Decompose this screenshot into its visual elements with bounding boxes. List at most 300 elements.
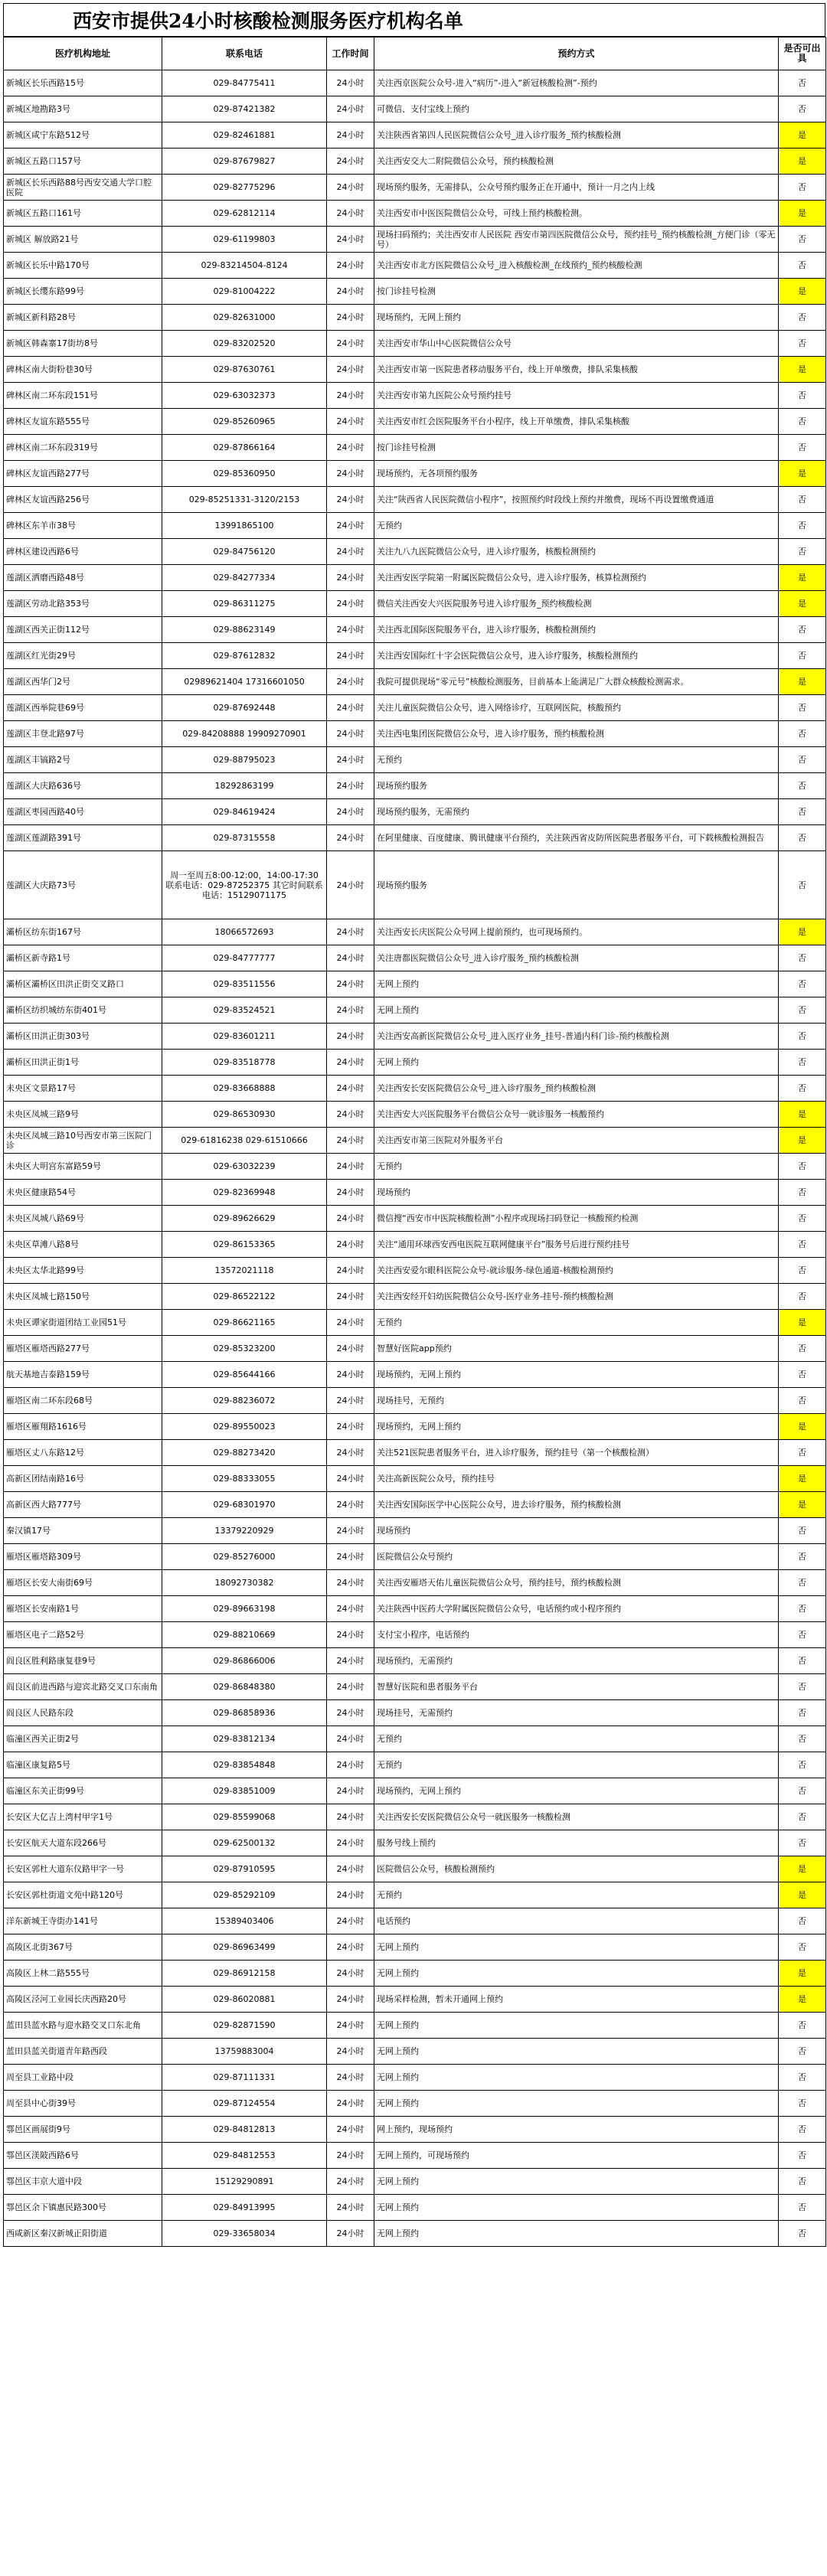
cell-address: 雁塔区雁塔路309号 bbox=[4, 1544, 162, 1570]
cell-phone: 029-82631000 bbox=[162, 305, 327, 331]
cell-method: 医院微信公众号，核酸检测预约 bbox=[374, 1856, 779, 1882]
cell-issuable: 否 bbox=[779, 799, 826, 825]
cell-method: 服务号线上预约 bbox=[374, 1830, 779, 1856]
cell-hours: 24小时 bbox=[327, 1570, 374, 1596]
cell-hours: 24小时 bbox=[327, 2039, 374, 2065]
cell-method: 关注西电集团医院微信公众号，进入诊疗服务，预约核酸检测 bbox=[374, 721, 779, 747]
cell-hours: 24小时 bbox=[327, 461, 374, 487]
cell-issuable: 否 bbox=[779, 253, 826, 279]
table-row bbox=[4, 1570, 826, 1596]
cell-hours: 24小时 bbox=[327, 1336, 374, 1362]
cell-issuable: 是 bbox=[779, 1310, 826, 1336]
cell-address: 新城区地勘路3号 bbox=[4, 96, 162, 122]
cell-address: 碑林区友谊东路555号 bbox=[4, 409, 162, 435]
cell-address: 高陵区泾河工业园长庆西路20号 bbox=[4, 1987, 162, 2013]
cell-issuable: 否 bbox=[779, 1284, 826, 1310]
cell-hours: 24小时 bbox=[327, 1180, 374, 1206]
cell-phone: 029-89663198 bbox=[162, 1596, 327, 1622]
cell-hours: 24小时 bbox=[327, 1778, 374, 1804]
table-row bbox=[4, 773, 826, 799]
cell-phone: 029-84777777 bbox=[162, 945, 327, 971]
cell-address: 雁塔区电子二路52号 bbox=[4, 1622, 162, 1648]
cell-address: 未央区谭家街道团结工业园51号 bbox=[4, 1310, 162, 1336]
cell-issuable: 否 bbox=[779, 971, 826, 997]
cell-address: 鄠邑区丰京大道中段 bbox=[4, 2169, 162, 2195]
cell-issuable: 否 bbox=[779, 1258, 826, 1284]
table-row bbox=[4, 1258, 826, 1284]
cell-address: 蓝田县蓝水路与迎水路交叉口东北角 bbox=[4, 2013, 162, 2039]
cell-hours: 24小时 bbox=[327, 1934, 374, 1961]
cell-method: 关注西安大兴医院服务平台微信公众号一就诊服务一核酸预约 bbox=[374, 1102, 779, 1128]
cell-phone: 029-82871590 bbox=[162, 2013, 327, 2039]
cell-address: 未央区健康路54号 bbox=[4, 1180, 162, 1206]
table-row bbox=[4, 253, 826, 279]
cell-phone: 029-68301970 bbox=[162, 1492, 327, 1518]
cell-phone: 18092730382 bbox=[162, 1570, 327, 1596]
cell-phone: 029-83524521 bbox=[162, 997, 327, 1024]
cell-method: 关注西安高新医院微信公众号_进入医疗业务_挂号-普通内科门诊-预约核酸检测 bbox=[374, 1024, 779, 1050]
table-row bbox=[4, 919, 826, 945]
cell-method: 现场预约 bbox=[374, 1180, 779, 1206]
cell-issuable: 否 bbox=[779, 487, 826, 513]
cell-hours: 24小时 bbox=[327, 1674, 374, 1700]
cell-address: 秦汉镇17号 bbox=[4, 1518, 162, 1544]
table-body bbox=[4, 70, 826, 2247]
cell-issuable: 是 bbox=[779, 149, 826, 175]
cell-method: 关注西安国际医学中心医院公众号，进去诊疗服务，预约核酸检测 bbox=[374, 1492, 779, 1518]
table-row bbox=[4, 1622, 826, 1648]
table-row bbox=[4, 1388, 826, 1414]
cell-hours: 24小时 bbox=[327, 1518, 374, 1544]
cell-address: 碑林区建设西路6号 bbox=[4, 539, 162, 565]
table-row bbox=[4, 1466, 826, 1492]
table-row bbox=[4, 1544, 826, 1570]
table-row bbox=[4, 1154, 826, 1180]
cell-method: 无网上预约 bbox=[374, 2169, 779, 2195]
cell-issuable: 是 bbox=[779, 1102, 826, 1128]
cell-issuable: 否 bbox=[779, 945, 826, 971]
cell-phone: 029-87679827 bbox=[162, 149, 327, 175]
header-row bbox=[4, 38, 826, 70]
cell-hours: 24小时 bbox=[327, 695, 374, 721]
cell-phone: 029-84775411 bbox=[162, 70, 327, 96]
cell-phone: 029-83518778 bbox=[162, 1050, 327, 1076]
cell-address: 高陵区上林二路555号 bbox=[4, 1961, 162, 1987]
cell-issuable: 否 bbox=[779, 1908, 826, 1934]
cell-phone: 029-83214504-8124 bbox=[162, 253, 327, 279]
cell-hours: 24小时 bbox=[327, 1882, 374, 1908]
cell-hours: 24小时 bbox=[327, 1648, 374, 1674]
cell-hours: 24小时 bbox=[327, 565, 374, 591]
cell-method: 无网上预约 bbox=[374, 971, 779, 997]
cell-issuable: 否 bbox=[779, 409, 826, 435]
cell-address: 航天基地吉泰路159号 bbox=[4, 1362, 162, 1388]
cell-issuable: 是 bbox=[779, 1466, 826, 1492]
cell-method: 现场预约，无网上预约 bbox=[374, 1362, 779, 1388]
cell-method: 现场预约 bbox=[374, 1518, 779, 1544]
cell-issuable: 否 bbox=[779, 227, 826, 253]
cell-method: 按门诊挂号检测 bbox=[374, 435, 779, 461]
table-row bbox=[4, 1518, 826, 1544]
cell-method: 关注521医院患者服务平台，进入诊疗服务，预约挂号（第一个核酸检测） bbox=[374, 1440, 779, 1466]
cell-hours: 24小时 bbox=[327, 1128, 374, 1154]
cell-hours: 24小时 bbox=[327, 70, 374, 96]
cell-method: 关注西安长庆医院公众号网上提前预约，也可现场预约。 bbox=[374, 919, 779, 945]
cell-hours: 24小时 bbox=[327, 513, 374, 539]
cell-hours: 24小时 bbox=[327, 1987, 374, 2013]
table-row bbox=[4, 1648, 826, 1674]
cell-method: 关注九八九医院微信公众号，进入诊疗服务，核酸检测预约 bbox=[374, 539, 779, 565]
cell-issuable: 是 bbox=[779, 461, 826, 487]
cell-hours: 24小时 bbox=[327, 1908, 374, 1934]
cell-issuable: 是 bbox=[779, 591, 826, 617]
cell-phone: 029-88273420 bbox=[162, 1440, 327, 1466]
cell-issuable: 否 bbox=[779, 747, 826, 773]
cell-address: 新城区长乐西路15号 bbox=[4, 70, 162, 96]
table-row bbox=[4, 1596, 826, 1622]
cell-hours: 24小时 bbox=[327, 1310, 374, 1336]
cell-method: 关注西安市华山中心医院微信公众号 bbox=[374, 331, 779, 357]
cell-hours: 24小时 bbox=[327, 1414, 374, 1440]
cell-method: 关注西安市北方医院微信公众号_进入核酸检测_在线预约_预约核酸检测 bbox=[374, 253, 779, 279]
cell-address: 新城区长缨东路99号 bbox=[4, 279, 162, 305]
table-row bbox=[4, 1961, 826, 1987]
cell-phone: 029-86963499 bbox=[162, 1934, 327, 1961]
cell-method: 现场采样检测，暂未开通网上预约 bbox=[374, 1987, 779, 2013]
cell-hours: 24小时 bbox=[327, 487, 374, 513]
cell-address: 莲湖区枣园西路40号 bbox=[4, 799, 162, 825]
cell-hours: 24小时 bbox=[327, 435, 374, 461]
cell-method: 无预约 bbox=[374, 513, 779, 539]
cell-hours: 24小时 bbox=[327, 175, 374, 201]
cell-hours: 24小时 bbox=[327, 1284, 374, 1310]
cell-method: 现场预约，无各项预约服务 bbox=[374, 461, 779, 487]
cell-phone: 029-84277334 bbox=[162, 565, 327, 591]
table-row bbox=[4, 643, 826, 669]
cell-issuable: 否 bbox=[779, 539, 826, 565]
table-row bbox=[4, 565, 826, 591]
cell-address: 莲湖区丰登北路97号 bbox=[4, 721, 162, 747]
cell-phone: 029-86522122 bbox=[162, 1284, 327, 1310]
cell-method: 现场预约服务 bbox=[374, 851, 779, 919]
cell-hours: 24小时 bbox=[327, 1050, 374, 1076]
cell-phone: 029-88210669 bbox=[162, 1622, 327, 1648]
cell-address: 灞桥区新寺路1号 bbox=[4, 945, 162, 971]
cell-address: 鄠邑区余下镇惠民路300号 bbox=[4, 2195, 162, 2221]
hospital-table bbox=[3, 37, 826, 2247]
table-row bbox=[4, 799, 826, 825]
cell-method: 无预约 bbox=[374, 1154, 779, 1180]
cell-method: 关注西安市中医医院微信公众号，可线上预约核酸检测。 bbox=[374, 201, 779, 227]
cell-address: 西咸新区秦汉新城正阳街道 bbox=[4, 2221, 162, 2247]
cell-method: 微信搜“西安市中医院核酸检测”小程序或现场扫码登记一核酸预约检测 bbox=[374, 1206, 779, 1232]
cell-phone: 029-84812813 bbox=[162, 2117, 327, 2143]
cell-phone: 18066572693 bbox=[162, 919, 327, 945]
cell-hours: 24小时 bbox=[327, 1102, 374, 1128]
cell-hours: 24小时 bbox=[327, 1726, 374, 1752]
cell-method: 现场挂号，无预约 bbox=[374, 1388, 779, 1414]
table-row bbox=[4, 1674, 826, 1700]
cell-hours: 24小时 bbox=[327, 122, 374, 149]
cell-issuable: 否 bbox=[779, 825, 826, 851]
table-row bbox=[4, 1128, 826, 1154]
table-row bbox=[4, 1778, 826, 1804]
cell-hours: 24小时 bbox=[327, 2065, 374, 2091]
cell-phone: 029-84812553 bbox=[162, 2143, 327, 2169]
cell-address: 长安区郭杜街道文苑中路120号 bbox=[4, 1882, 162, 1908]
table-row bbox=[4, 1076, 826, 1102]
cell-issuable: 否 bbox=[779, 1362, 826, 1388]
cell-phone: 029-87692448 bbox=[162, 695, 327, 721]
cell-hours: 24小时 bbox=[327, 1856, 374, 1882]
cell-hours: 24小时 bbox=[327, 2013, 374, 2039]
cell-address: 莲湖区红光街29号 bbox=[4, 643, 162, 669]
cell-phone: 029-86912158 bbox=[162, 1961, 327, 1987]
cell-method: 现场预约，无网上预约 bbox=[374, 1414, 779, 1440]
cell-hours: 24小时 bbox=[327, 971, 374, 997]
cell-phone: 029-81004222 bbox=[162, 279, 327, 305]
cell-hours: 24小时 bbox=[327, 1258, 374, 1284]
cell-hours: 24小时 bbox=[327, 2091, 374, 2117]
header-issuable: 是否可出具 bbox=[779, 38, 826, 70]
table-row bbox=[4, 2143, 826, 2169]
table-row bbox=[4, 1336, 826, 1362]
cell-issuable: 否 bbox=[779, 2013, 826, 2039]
cell-issuable: 否 bbox=[779, 1206, 826, 1232]
cell-address: 阎良区人民路东段 bbox=[4, 1700, 162, 1726]
cell-hours: 24小时 bbox=[327, 617, 374, 643]
cell-hours: 24小时 bbox=[327, 1596, 374, 1622]
cell-method: 关注高新医院公众号，预约挂号 bbox=[374, 1466, 779, 1492]
cell-address: 碑林区南大街粉巷30号 bbox=[4, 357, 162, 383]
cell-method: 按门诊挂号检测 bbox=[374, 279, 779, 305]
cell-phone: 029-62812114 bbox=[162, 201, 327, 227]
cell-issuable: 否 bbox=[779, 1518, 826, 1544]
cell-issuable: 否 bbox=[779, 1180, 826, 1206]
table-row bbox=[4, 513, 826, 539]
table-row bbox=[4, 1830, 826, 1856]
cell-issuable: 是 bbox=[779, 1856, 826, 1882]
cell-method: 关注西安国际红十字会医院微信公众号，进入诊疗服务，核酸检测预约 bbox=[374, 643, 779, 669]
cell-issuable: 否 bbox=[779, 2221, 826, 2247]
cell-issuable: 否 bbox=[779, 1544, 826, 1570]
cell-hours: 24小时 bbox=[327, 1752, 374, 1778]
cell-issuable: 否 bbox=[779, 1440, 826, 1466]
table-row bbox=[4, 591, 826, 617]
cell-method: 关注西安市红会医院服务平台小程序，线上开单缴费，排队采集核酸 bbox=[374, 409, 779, 435]
cell-issuable: 否 bbox=[779, 617, 826, 643]
table-row bbox=[4, 1492, 826, 1518]
cell-address: 碑林区南二环东段151号 bbox=[4, 383, 162, 409]
cell-hours: 24小时 bbox=[327, 773, 374, 799]
cell-phone: 13572021118 bbox=[162, 1258, 327, 1284]
cell-issuable: 否 bbox=[779, 1700, 826, 1726]
cell-address: 临潼区东关正街99号 bbox=[4, 1778, 162, 1804]
table-row bbox=[4, 201, 826, 227]
table-row bbox=[4, 1180, 826, 1206]
cell-issuable: 是 bbox=[779, 1414, 826, 1440]
table-row bbox=[4, 1700, 826, 1726]
cell-hours: 24小时 bbox=[327, 997, 374, 1024]
cell-address: 碑林区友谊西路256号 bbox=[4, 487, 162, 513]
cell-issuable: 否 bbox=[779, 1024, 826, 1050]
table-row bbox=[4, 2091, 826, 2117]
cell-phone: 029-85599068 bbox=[162, 1804, 327, 1830]
cell-issuable: 是 bbox=[779, 669, 826, 695]
cell-hours: 24小时 bbox=[327, 1388, 374, 1414]
cell-address: 碑林区南二环东段319号 bbox=[4, 435, 162, 461]
cell-hours: 24小时 bbox=[327, 2195, 374, 2221]
cell-method: 关注西京医院公众号-进入“病历”-进入“新冠核酸检测”-预约 bbox=[374, 70, 779, 96]
cell-address: 未央区凤城八路69号 bbox=[4, 1206, 162, 1232]
cell-method: 关注西安市第一医院患者移动服务平台，线上开单缴费，排队采集核酸 bbox=[374, 357, 779, 383]
cell-hours: 24小时 bbox=[327, 279, 374, 305]
cell-address: 雁塔区南二环东段68号 bbox=[4, 1388, 162, 1414]
cell-phone: 029-88795023 bbox=[162, 747, 327, 773]
cell-issuable: 否 bbox=[779, 643, 826, 669]
cell-phone: 029-83851009 bbox=[162, 1778, 327, 1804]
cell-address: 灞桥区纺织城纺东街401号 bbox=[4, 997, 162, 1024]
cell-method: 关注唐都医院微信公众号_进入诊疗服务_预约核酸检测 bbox=[374, 945, 779, 971]
cell-address: 灞桥区田洪正街1号 bbox=[4, 1050, 162, 1076]
cell-phone: 029-83812134 bbox=[162, 1726, 327, 1752]
cell-address: 新城区新科路28号 bbox=[4, 305, 162, 331]
table-row bbox=[4, 825, 826, 851]
table-row bbox=[4, 305, 826, 331]
table-row bbox=[4, 747, 826, 773]
cell-phone: 029-88623149 bbox=[162, 617, 327, 643]
cell-issuable: 否 bbox=[779, 1570, 826, 1596]
cell-phone: 029-84913995 bbox=[162, 2195, 327, 2221]
cell-phone: 029-87124554 bbox=[162, 2091, 327, 2117]
cell-issuable: 否 bbox=[779, 1232, 826, 1258]
cell-issuable: 否 bbox=[779, 2091, 826, 2117]
table-row bbox=[4, 1232, 826, 1258]
cell-hours: 24小时 bbox=[327, 1206, 374, 1232]
table-row bbox=[4, 721, 826, 747]
cell-phone: 029-83511556 bbox=[162, 971, 327, 997]
cell-phone: 029-87315558 bbox=[162, 825, 327, 851]
cell-address: 新城区五路口157号 bbox=[4, 149, 162, 175]
cell-hours: 24小时 bbox=[327, 253, 374, 279]
cell-address: 碑林区东羊市38号 bbox=[4, 513, 162, 539]
cell-method: 无预约 bbox=[374, 1882, 779, 1908]
cell-address: 临潼区康复路5号 bbox=[4, 1752, 162, 1778]
cell-phone: 029-88236072 bbox=[162, 1388, 327, 1414]
cell-issuable: 否 bbox=[779, 1076, 826, 1102]
cell-address: 鄠邑区渼陂西路6号 bbox=[4, 2143, 162, 2169]
table-row bbox=[4, 945, 826, 971]
cell-address: 新城区长乐中路170号 bbox=[4, 253, 162, 279]
header-phone: 联系电话 bbox=[162, 38, 327, 70]
cell-issuable: 否 bbox=[779, 2169, 826, 2195]
table-row bbox=[4, 2065, 826, 2091]
cell-address: 莲湖区丰镐路2号 bbox=[4, 747, 162, 773]
table-row bbox=[4, 1908, 826, 1934]
cell-issuable: 否 bbox=[779, 2195, 826, 2221]
cell-method: 微信关注西安大兴医院服务号进入诊疗服务_预约核酸检测 bbox=[374, 591, 779, 617]
cell-issuable: 否 bbox=[779, 305, 826, 331]
cell-phone: 029-85360950 bbox=[162, 461, 327, 487]
table-row bbox=[4, 2039, 826, 2065]
cell-hours: 24小时 bbox=[327, 149, 374, 175]
cell-phone: 029-86530930 bbox=[162, 1102, 327, 1128]
cell-address: 阎良区前进西路与迎宾北路交叉口东南角 bbox=[4, 1674, 162, 1700]
table-row bbox=[4, 1752, 826, 1778]
cell-phone: 13991865100 bbox=[162, 513, 327, 539]
cell-phone: 029-83854848 bbox=[162, 1752, 327, 1778]
cell-method: 无网上预约 bbox=[374, 2091, 779, 2117]
cell-method: 在阿里健康、百度健康、腾讯健康平台预约，关注陕西省皮防所医院患者服务平台，可下载核酸检测报告 bbox=[374, 825, 779, 851]
cell-address: 雁塔区雁塔西路277号 bbox=[4, 1336, 162, 1362]
cell-address: 新城区韩森寨17街坊8号 bbox=[4, 331, 162, 357]
cell-phone: 029-87111331 bbox=[162, 2065, 327, 2091]
cell-issuable: 否 bbox=[779, 1830, 826, 1856]
cell-issuable: 否 bbox=[779, 96, 826, 122]
cell-method: 现场预约服务 bbox=[374, 773, 779, 799]
table-row bbox=[4, 487, 826, 513]
cell-method: 关注陕西中医药大学附属医院微信公众号，电话预约或小程序预约 bbox=[374, 1596, 779, 1622]
cell-method: 关注西安医学院第一附属医院微信公众号，进入诊疗服务，核算检测预约 bbox=[374, 565, 779, 591]
cell-phone: 029-62500132 bbox=[162, 1830, 327, 1856]
cell-method: 无预约 bbox=[374, 1752, 779, 1778]
cell-address: 莲湖区大庆路73号 bbox=[4, 851, 162, 919]
cell-address: 新城区咸宁东路512号 bbox=[4, 122, 162, 149]
cell-issuable: 是 bbox=[779, 1882, 826, 1908]
cell-hours: 24小时 bbox=[327, 1830, 374, 1856]
cell-address: 鄠邑区画展街9号 bbox=[4, 2117, 162, 2143]
table-row bbox=[4, 1050, 826, 1076]
cell-hours: 24小时 bbox=[327, 721, 374, 747]
table-row bbox=[4, 2013, 826, 2039]
cell-method: 可微信、支付宝线上预约 bbox=[374, 96, 779, 122]
cell-method: 无预约 bbox=[374, 1726, 779, 1752]
cell-issuable: 否 bbox=[779, 2143, 826, 2169]
cell-method: 无网上预约 bbox=[374, 2039, 779, 2065]
cell-address: 蓝田县蓝关街道青年路西段 bbox=[4, 2039, 162, 2065]
cell-method: 智慧好医院app预约 bbox=[374, 1336, 779, 1362]
cell-address: 雁塔区雁翔路1616号 bbox=[4, 1414, 162, 1440]
cell-issuable: 否 bbox=[779, 175, 826, 201]
cell-phone: 029-61816238 029-61510666 bbox=[162, 1128, 327, 1154]
cell-address: 莲湖区西关正街112号 bbox=[4, 617, 162, 643]
cell-method: 关注儿童医院微信公众号，进入网络诊疗，互联网医院，核酸预约 bbox=[374, 695, 779, 721]
cell-issuable: 否 bbox=[779, 513, 826, 539]
cell-issuable: 是 bbox=[779, 1128, 826, 1154]
cell-hours: 24小时 bbox=[327, 799, 374, 825]
cell-issuable: 否 bbox=[779, 1674, 826, 1700]
table-row bbox=[4, 1284, 826, 1310]
cell-method: 无网上预约 bbox=[374, 2195, 779, 2221]
cell-method: 关注西北国际医院服务平台，进入诊疗服务，核酸检测预约 bbox=[374, 617, 779, 643]
cell-issuable: 是 bbox=[779, 1961, 826, 1987]
cell-phone: 029-85260965 bbox=[162, 409, 327, 435]
cell-hours: 24小时 bbox=[327, 851, 374, 919]
table-row bbox=[4, 357, 826, 383]
cell-method: 无预约 bbox=[374, 1310, 779, 1336]
cell-address: 雁塔区丈八东路12号 bbox=[4, 1440, 162, 1466]
cell-phone: 02989621404 17316601050 bbox=[162, 669, 327, 695]
cell-hours: 24小时 bbox=[327, 331, 374, 357]
cell-phone: 周一至周五8:00-12:00，14:00-17:30 联系电话：029-87252375 其它时间联系电话：15129071175 bbox=[162, 851, 327, 919]
cell-method: 关注陕西省第四人民医院微信公众号_进入诊疗服务_预约核酸检测 bbox=[374, 122, 779, 149]
cell-hours: 24小时 bbox=[327, 2169, 374, 2195]
cell-phone: 029-86311275 bbox=[162, 591, 327, 617]
cell-address: 新城区 解放路21号 bbox=[4, 227, 162, 253]
cell-method: 关注西安长安医院微信公众号一就医服务一核酸检测 bbox=[374, 1804, 779, 1830]
cell-address: 灞桥区纺东街167号 bbox=[4, 919, 162, 945]
cell-method: 关注西安市第三医院对外服务平台 bbox=[374, 1128, 779, 1154]
